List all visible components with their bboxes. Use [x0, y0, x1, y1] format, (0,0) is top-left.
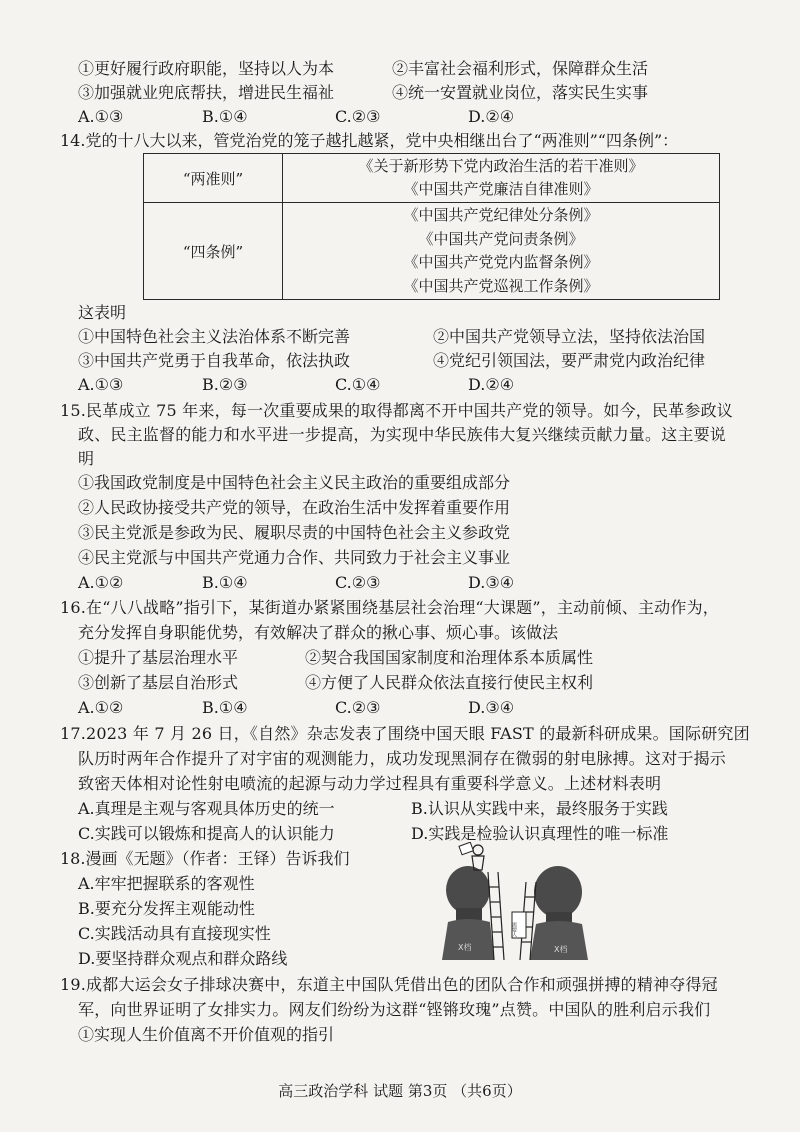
cartoon-small-person [459, 842, 484, 870]
doc-title: 《中国共产党廉洁自律准则》 [403, 180, 599, 198]
q18-stem: 18.漫画《无题》（作者：王铎）告诉我们 [60, 849, 350, 868]
q16-choice-a: A.①② [78, 698, 124, 717]
q14-stem: 14.党的十八大以来，管党治党的笼子越扎越紧，党中央相继出台了“两准则”“四条例”： [60, 131, 679, 150]
q18-option-a: A.牢牢把握联系的客观性 [78, 874, 255, 893]
q14-choice-a: A.①③ [78, 375, 124, 394]
page-footer: 高三政治学科 试题 第3页 （共6页） [278, 1082, 522, 1100]
q15-option-2: ②人民政协接受共产党的领导，在政治生活中发挥着重要作用 [78, 498, 511, 517]
q16-stem-line-1: 16.在“八八战略”指引下，某街道办紧紧围绕基层社会治理“大课题”，主动前倾、主动作为， [60, 598, 719, 617]
q18-option-d: D.要坚持群众观点和群众路线 [78, 949, 288, 968]
q16-option-2: ②契合我国国家制度和治理体系本质属性 [305, 648, 594, 667]
q19-stem-line-1: 19.成都大运会女子排球决赛中，东道主中国队凭借出色的团队合作和顽强拼搏的精神夺得冠 [60, 975, 718, 994]
table-head-four-regulations: “四条例” [144, 203, 283, 300]
q16-option-1: ①提升了基层治理水平 [78, 648, 239, 667]
doc-title: 《中国共产党巡视工作条例》 [403, 276, 599, 295]
q16-choice-d: D.③④ [468, 698, 515, 717]
doc-title: 《中国共产党纪律处分条例》 [403, 206, 599, 224]
q14-lead: 这表明 [78, 303, 127, 322]
doc-title: 《中国共产党问责条例》 [418, 229, 584, 248]
q15-choice-c: C.②③ [335, 573, 381, 592]
cartoon-sign-text: 需要人 [511, 922, 517, 937]
q17-stem-line-3: 致密天体相对论性射电喷流的起源与动力学过程具有重要科学意义。上述材料表明 [78, 774, 662, 793]
q14-rules-table [143, 153, 720, 300]
q13-option-3: ③加强就业兜底帮扶，增进民生福祉 [78, 83, 335, 102]
q15-choice-d: D.③④ [468, 573, 515, 592]
q13-choice-b: B.①④ [202, 107, 248, 126]
q15-choice-b: B.①④ [202, 573, 248, 592]
q15-option-4: ④民主党派与中国共产党通力合作、共同致力于社会主义事业 [78, 548, 511, 567]
q14-option-4: ④党纪引领国法，要严肃党内政治纪律 [433, 351, 706, 370]
q17-stem-line-1: 17.2023 年 7 月 26 日，《自然》杂志发表了围绕中国天眼 FAST 的最新科研成果。国际研究团 [60, 724, 750, 743]
q13-option-2: ②丰富社会福利形式，保障群众生活 [392, 59, 649, 78]
q14-option-1: ①中国特色社会主义法治体系不断完善 [78, 327, 351, 346]
q14-choice-c: C.①④ [335, 375, 381, 394]
q13-option-1: ①更好履行政府职能，坚持以人为本 [78, 59, 335, 78]
q17-option-c: C.实践可以锻炼和提高人的认识能力 [78, 824, 335, 843]
doc-title: 《中国共产党党内监督条例》 [403, 253, 599, 271]
table-row-four-regulations [144, 203, 720, 300]
q17-stem-line-2: 队历时两年合作提升了对宇宙的观测能力，成功发现黑洞存在微弱的射电脉搏。这对于揭示 [78, 749, 727, 768]
table-head-two-rules: “两准则” [144, 154, 283, 203]
cartoon-right-figure [530, 866, 588, 960]
q14-option-2: ②中国共产党领导立法，坚持依法治国 [433, 327, 706, 346]
q14-choice-b: B.②③ [202, 375, 248, 394]
cartoon-illustration [428, 842, 608, 962]
q13-choice-c: C.②③ [335, 107, 381, 126]
table-cell-two-rules-docs [283, 154, 720, 203]
q15-choice-a: A.①② [78, 573, 124, 592]
q14-option-3: ③中国共产党勇于自我革命，依法执政 [78, 351, 351, 370]
q16-choice-b: B.①④ [202, 698, 248, 717]
table-cell-four-regulations-docs [283, 203, 720, 300]
q14-choice-d: D.②④ [468, 375, 515, 394]
q16-choice-c: C.②③ [335, 698, 381, 717]
cartoon-label-left: X档 [458, 943, 472, 952]
cartoon-left-figure [442, 866, 494, 960]
q15-stem-line-2: 政、民主监督的能力和水平进一步提高，为实现中华民族伟大复兴继续贡献力量。这主要说 [78, 425, 727, 444]
cartoon-sign [511, 912, 526, 938]
q16-option-4: ④方便了人民群众依法直接行使民主权利 [305, 673, 594, 692]
q13-choice-d: D.②④ [468, 107, 515, 126]
q15-stem-line-1: 15.民革成立 75 年来，每一次重要成果的取得都离不开中国共产党的领导。如今，民革参政议 [60, 401, 733, 420]
q18-option-b: B.要充分发挥主观能动性 [78, 899, 255, 918]
q18-option-c: C.实践活动具有直接现实性 [78, 924, 271, 943]
doc-title: 《关于新形势下党内政治生活的若干准则》 [358, 156, 644, 175]
cartoon-label-right: X档 [554, 945, 568, 954]
q13-choice-a: A.①③ [78, 107, 124, 126]
q19-stem-line-2: 军，向世界证明了女排实力。网友们纷纷为这群“铿锵玫瑰”点赞。中国队的胜利启示我们 [78, 1000, 711, 1019]
q13-option-4: ④统一安置就业岗位，落实民生实事 [392, 83, 649, 102]
q15-option-1: ①我国政党制度是中国特色社会主义民主政治的重要组成部分 [78, 473, 511, 492]
q16-option-3: ③创新了基层自治形式 [78, 673, 239, 692]
q17-option-d: D.实践是检验认识真理性的唯一标准 [411, 824, 669, 843]
q15-option-3: ③民主党派是参政为民、履职尽责的中国特色社会主义参政党 [78, 523, 511, 542]
q15-stem-line-3: 明 [78, 449, 95, 468]
q17-option-a: A.真理是主观与客观具体历史的统一 [78, 799, 335, 818]
q17-option-b: B.认识从实践中来，最终服务于实践 [411, 799, 668, 818]
table-row-two-rules [144, 154, 720, 203]
q19-option-1: ①实现人生价值离不开价值观的指引 [78, 1025, 335, 1044]
q16-stem-line-2: 充分发挥自身职能优势，有效解决了群众的揪心事、烦心事。该做法 [78, 623, 559, 642]
